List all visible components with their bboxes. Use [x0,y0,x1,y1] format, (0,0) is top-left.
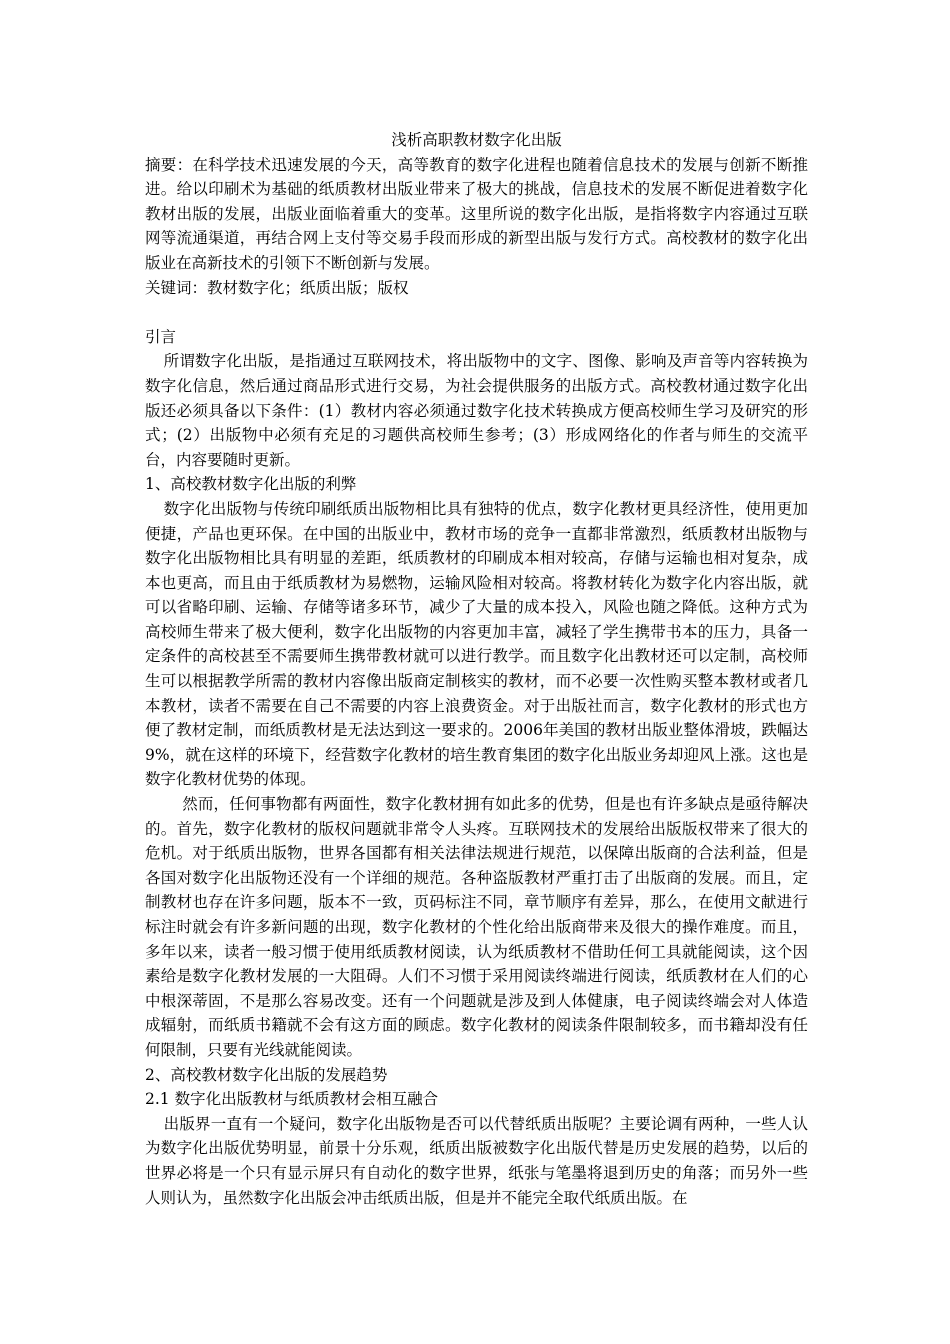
blank-line [145,300,808,325]
intro-paragraph: 所谓数字化出版，是指通过互联网技术，将出版物中的文字、图像、影响及声音等内容转换为数字化信息，然后通过商品形式进行交易，为社会提供服务的出版方式。高校教材通过数字化出版还必须具备以下条件：(1）教材内容必须通过数字化技术转换成方便高校师生学习及研究的形式；(2）出版物中必须有充足的习题供高校师生参考；(3）形成网络化的作者与师生的交流平台，内容要随时更新。 [145,352,808,469]
abstract-paragraph: 摘要：在科学技术迅速发展的今天，高等教育的数字化进程也随着信息技术的发展与创新不断推进。给以印刷术为基础的纸质教材出版业带来了极大的挑战，信息技术的发展不断促进着数字化教材出版的发展，出版业面临着重大的变革。这里所说的数字化出版，是指将数字内容通过互联网等流通渠道，再结合网上支付等交易手段而形成的新型出版与发行方式。高校教材的数字化出版业在高新技术的引领下不断创新与发展。 [145,155,808,272]
intro-heading: 引言 [145,327,177,346]
document-page [145,128,808,1210]
document-title: 浅析高职教材数字化出版 [391,131,562,149]
section2-1-heading: 2.1 数字化出版教材与纸质教材会相互融合 [145,1090,439,1109]
section2-heading: 2、高校教材数字化出版的发展趋势 [145,1065,388,1084]
section1-heading: 1、高校教材数字化出版的利弊 [145,475,357,494]
section1-paragraph-1: 数字化出版物与传统印刷纸质出版物相比具有独特的优点，数字化教材更具经济性，使用更加便捷，产品也更环保。在中国的出版业中，教材市场的竞争一直都非常激烈，纸质教材出版物与数字化出版物相比具有明显的差距，纸质教材的印刷成本相对较高，存储与运输也相对复杂，成本也更高，而且由于纸质教材为易燃物，运输风险相对较高。将教材转化为数字化内容出版，就可以省略印刷、运输、存储等诸多环节，减少了大量的成本投入，风险也随之降低。这种方式为高校师生带来了极大便利，数字化出版物的内容更加丰富，减轻了学生携带书本的压力，具备一定条件的高校甚至不需要师生携带教材就可以进行教学。而且数字化出教材还可以定制，高校师生可以根据教学所需的教材内容像出版商定制核实的教材，而不必要一次性购买整本教材或者几本教材，读者不需要在自己不需要的内容上浪费资金。对于出版社而言，数字化教材的形式也方便了教材定制，而纸质教材是无法达到这一要求的。2006年美国的教材出版业整体滑坡，跌幅达9%，就在这样的环境下，经营数字化教材的培生教育集团的数字化出版业务却迎风上涨。这也是数字化教材优势的体现。 [145,499,808,789]
section2-1-paragraph: 出版界一直有一个疑问，数字化出版物是否可以代替纸质出版呢？主要论调有两种，一些人认为数字化出版优势明显，前景十分乐观，纸质出版被数字化出版代替是历史发展的趋势，以后的世界必将是一个只有显示屏只有自动化的数字世界，纸张与笔墨将退到历史的角落；而另外一些人则认为，虽然数字化出版会冲击纸质出版，但是并不能完全取代纸质出版。在 [145,1114,808,1207]
keywords-line: 关键词：教材数字化；纸质出版；版权 [145,278,409,297]
section1-paragraph-2: 然而，任何事物都有两面性，数字化教材拥有如此多的优势，但是也有许多缺点是亟待解决的。首先，数字化教材的版权问题就非常令人头疼。互联网技术的发展给出版版权带来了很大的危机。对于纸质出版物，世界各国都有相关法律法规进行规范，以保障出版商的合法利益，但是各国对数字化出版物还没有一个详细的规范。各种盗版教材严重打击了出版商的发展。而且，定制教材也存在许多问题，版本不一致，页码标注不同，章节顺序有差异，那么，在使用文献进行标注时就会有许多新问题的出现，数字化教材的个性化给出版商带来及很大的操作难度。而且，多年以来，读者一般习惯于使用纸质教材阅读，认为纸质教材不借助任何工具就能阅读，这个因素给是数字化教材发展的一大阻碍。人们不习惯于采用阅读终端进行阅读，纸质教材在人们的心中根深蒂固，不是那么容易改变。还有一个问题就是涉及到人体健康，电子阅读终端会对人体造成辐射，而纸质书籍就不会有这方面的顾虑。数字化教材的阅读条件限制较多，而书籍却没有任何限制，只要有光线就能阅读。 [145,795,808,1059]
